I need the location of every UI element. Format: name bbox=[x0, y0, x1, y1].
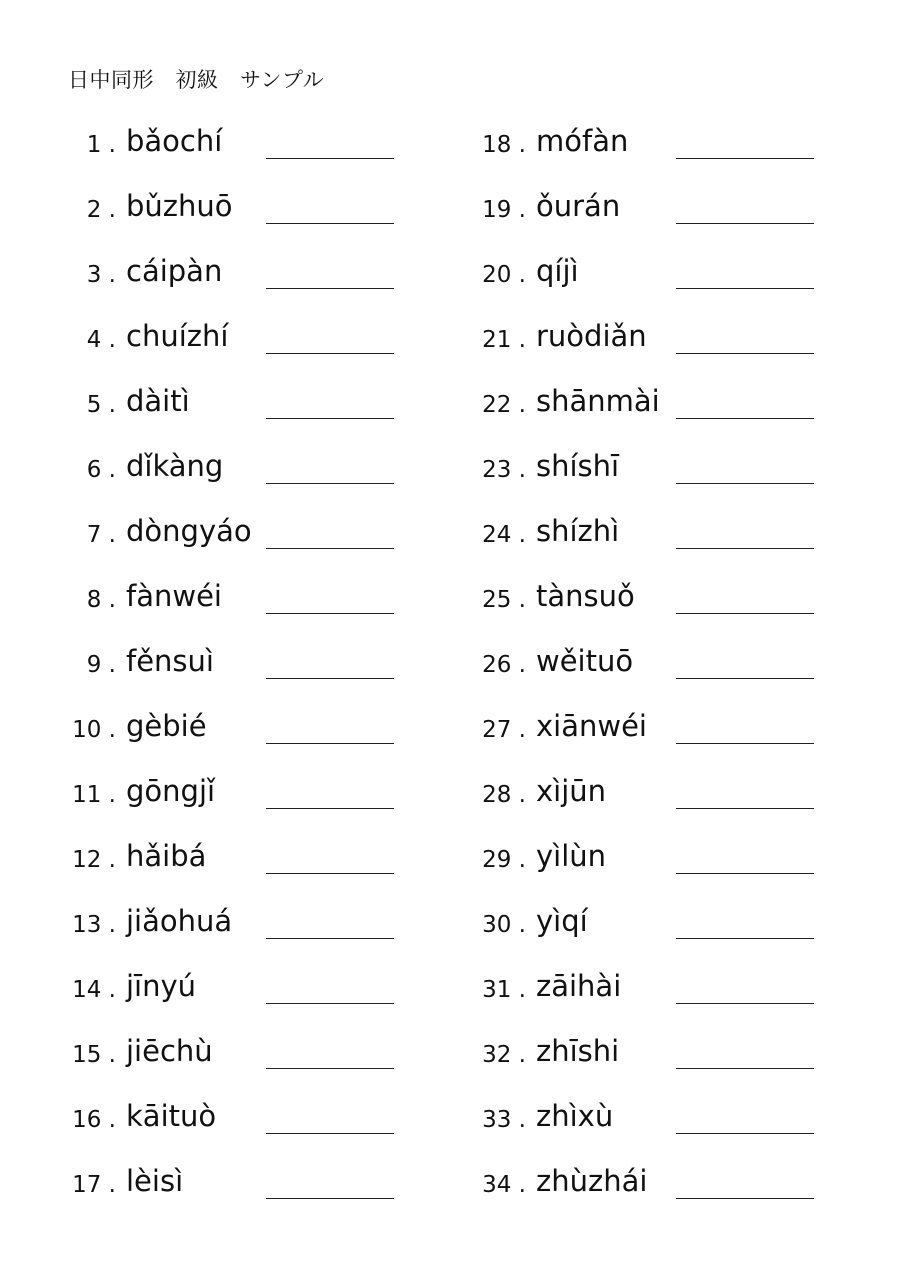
item-number: 4 . bbox=[86, 327, 116, 353]
worksheet-item bbox=[468, 703, 868, 768]
item-number: 15 . bbox=[72, 1042, 116, 1068]
item-number: 17 . bbox=[72, 1172, 116, 1198]
answer-blank-line[interactable] bbox=[266, 158, 394, 159]
answer-blank-line[interactable] bbox=[266, 1133, 394, 1134]
worksheet-item bbox=[468, 1093, 868, 1158]
item-number: 22 . bbox=[482, 392, 526, 418]
answer-blank-line[interactable] bbox=[676, 873, 814, 874]
worksheet-item bbox=[468, 573, 868, 638]
item-pinyin: dǐkàng bbox=[126, 449, 224, 483]
item-number: 14 . bbox=[72, 977, 116, 1003]
answer-blank-line[interactable] bbox=[266, 808, 394, 809]
item-number: 23 . bbox=[482, 457, 526, 483]
worksheet-item bbox=[468, 768, 868, 833]
item-pinyin: shānmài bbox=[536, 384, 660, 418]
item-pinyin: ǒurán bbox=[536, 189, 621, 223]
worksheet-item bbox=[468, 1028, 868, 1093]
item-pinyin: bǔzhuō bbox=[126, 189, 233, 223]
worksheet-item bbox=[468, 508, 868, 573]
worksheet-item bbox=[468, 183, 868, 248]
item-pinyin: jiēchù bbox=[126, 1034, 213, 1068]
answer-blank-line[interactable] bbox=[676, 353, 814, 354]
item-number: 10 . bbox=[72, 717, 116, 743]
item-number: 24 . bbox=[482, 522, 526, 548]
item-pinyin: xiānwéi bbox=[536, 709, 647, 743]
answer-blank-line[interactable] bbox=[676, 938, 814, 939]
answer-blank-line[interactable] bbox=[266, 873, 394, 874]
worksheet-item bbox=[58, 313, 458, 378]
answer-blank-line[interactable] bbox=[266, 938, 394, 939]
item-number: 13 . bbox=[72, 912, 116, 938]
worksheet-item bbox=[58, 703, 458, 768]
worksheet-item bbox=[468, 1158, 868, 1223]
page-title: 日中同形 初級 サンプル bbox=[68, 68, 325, 92]
item-number: 32 . bbox=[482, 1042, 526, 1068]
worksheet-item bbox=[468, 118, 868, 183]
item-pinyin: zāihài bbox=[536, 969, 622, 1003]
worksheet-item bbox=[58, 768, 458, 833]
item-pinyin: shíshī bbox=[536, 449, 620, 483]
item-pinyin: cáipàn bbox=[126, 254, 223, 288]
item-pinyin: kāituò bbox=[126, 1099, 217, 1133]
item-pinyin: hǎibá bbox=[126, 839, 207, 873]
worksheet-item bbox=[58, 508, 458, 573]
answer-blank-line[interactable] bbox=[676, 158, 814, 159]
item-pinyin: zhīshi bbox=[536, 1034, 620, 1068]
answer-blank-line[interactable] bbox=[676, 223, 814, 224]
answer-blank-line[interactable] bbox=[676, 483, 814, 484]
item-pinyin: lèisì bbox=[126, 1164, 184, 1198]
worksheet-item bbox=[58, 1093, 458, 1158]
answer-blank-line[interactable] bbox=[266, 743, 394, 744]
answer-blank-line[interactable] bbox=[266, 678, 394, 679]
item-pinyin: tànsuǒ bbox=[536, 579, 635, 613]
worksheet-item bbox=[58, 963, 458, 1028]
item-number: 19 . bbox=[482, 197, 526, 223]
item-pinyin: dòngyáo bbox=[126, 514, 252, 548]
item-pinyin: shízhì bbox=[536, 514, 620, 548]
item-pinyin: jīnyú bbox=[126, 969, 197, 1003]
item-pinyin: zhìxù bbox=[536, 1099, 614, 1133]
answer-blank-line[interactable] bbox=[676, 1068, 814, 1069]
item-number: 1 . bbox=[86, 132, 116, 158]
worksheet-item bbox=[468, 963, 868, 1028]
answer-blank-line[interactable] bbox=[266, 418, 394, 419]
worksheet-item bbox=[58, 1028, 458, 1093]
worksheet-item bbox=[58, 1158, 458, 1223]
answer-blank-line[interactable] bbox=[676, 418, 814, 419]
worksheet-item bbox=[468, 898, 868, 963]
item-pinyin: dàitì bbox=[126, 384, 190, 418]
item-pinyin: bǎochí bbox=[126, 124, 223, 158]
item-number: 26 . bbox=[482, 652, 526, 678]
item-pinyin: xìjūn bbox=[536, 774, 607, 808]
answer-blank-line[interactable] bbox=[676, 808, 814, 809]
item-number: 9 . bbox=[86, 652, 116, 678]
worksheet-item bbox=[58, 833, 458, 898]
answer-blank-line[interactable] bbox=[266, 1198, 394, 1199]
worksheet-item bbox=[468, 443, 868, 508]
answer-blank-line[interactable] bbox=[676, 1133, 814, 1134]
worksheet-item bbox=[468, 638, 868, 703]
worksheet-item bbox=[58, 183, 458, 248]
item-pinyin: chuízhí bbox=[126, 319, 229, 353]
worksheet-item bbox=[58, 248, 458, 313]
item-number: 29 . bbox=[482, 847, 526, 873]
item-number: 31 . bbox=[482, 977, 526, 1003]
item-pinyin: ruòdiǎn bbox=[536, 319, 647, 353]
item-pinyin: yìlùn bbox=[536, 839, 607, 873]
answer-blank-line[interactable] bbox=[266, 223, 394, 224]
answer-blank-line[interactable] bbox=[676, 613, 814, 614]
item-pinyin: gèbié bbox=[126, 709, 207, 743]
item-number: 12 . bbox=[72, 847, 116, 873]
answer-blank-line[interactable] bbox=[266, 613, 394, 614]
item-pinyin: fěnsuì bbox=[126, 644, 214, 678]
item-number: 34 . bbox=[482, 1172, 526, 1198]
item-number: 8 . bbox=[86, 587, 116, 613]
answer-blank-line[interactable] bbox=[676, 678, 814, 679]
item-number: 7 . bbox=[86, 522, 116, 548]
item-pinyin: yìqí bbox=[536, 904, 588, 938]
item-number: 3 . bbox=[86, 262, 116, 288]
item-number: 28 . bbox=[482, 782, 526, 808]
answer-blank-line[interactable] bbox=[676, 743, 814, 744]
answer-blank-line[interactable] bbox=[266, 288, 394, 289]
answer-blank-line[interactable] bbox=[266, 1068, 394, 1069]
item-number: 2 . bbox=[86, 197, 116, 223]
item-number: 27 . bbox=[482, 717, 526, 743]
worksheet-item bbox=[58, 898, 458, 963]
item-number: 16 . bbox=[72, 1107, 116, 1133]
item-number: 5 . bbox=[86, 392, 116, 418]
item-number: 25 . bbox=[482, 587, 526, 613]
worksheet-item bbox=[58, 638, 458, 703]
item-number: 11 . bbox=[72, 782, 116, 808]
item-pinyin: jiǎohuá bbox=[126, 904, 233, 938]
answer-blank-line[interactable] bbox=[676, 1003, 814, 1004]
answer-blank-line[interactable] bbox=[266, 548, 394, 549]
answer-blank-line[interactable] bbox=[676, 288, 814, 289]
item-number: 18 . bbox=[482, 132, 526, 158]
item-number: 33 . bbox=[482, 1107, 526, 1133]
worksheet-item bbox=[58, 443, 458, 508]
worksheet-item bbox=[468, 313, 868, 378]
item-number: 6 . bbox=[86, 457, 116, 483]
worksheet-item bbox=[58, 573, 458, 638]
item-pinyin: gōngjǐ bbox=[126, 774, 216, 808]
answer-blank-line[interactable] bbox=[676, 548, 814, 549]
answer-blank-line[interactable] bbox=[266, 1003, 394, 1004]
worksheet-item bbox=[58, 118, 458, 183]
item-pinyin: qíjì bbox=[536, 254, 579, 288]
answer-blank-line[interactable] bbox=[266, 483, 394, 484]
item-number: 20 . bbox=[482, 262, 526, 288]
answer-blank-line[interactable] bbox=[676, 1198, 814, 1199]
item-pinyin: mófàn bbox=[536, 124, 629, 158]
answer-blank-line[interactable] bbox=[266, 353, 394, 354]
item-pinyin: fànwéi bbox=[126, 579, 222, 613]
item-pinyin: zhùzhái bbox=[536, 1164, 648, 1198]
worksheet-item bbox=[58, 378, 458, 443]
item-pinyin: wěituō bbox=[536, 644, 634, 678]
item-number: 30 . bbox=[482, 912, 526, 938]
worksheet-item bbox=[468, 378, 868, 443]
worksheet-item bbox=[468, 833, 868, 898]
worksheet-item bbox=[468, 248, 868, 313]
item-number: 21 . bbox=[482, 327, 526, 353]
